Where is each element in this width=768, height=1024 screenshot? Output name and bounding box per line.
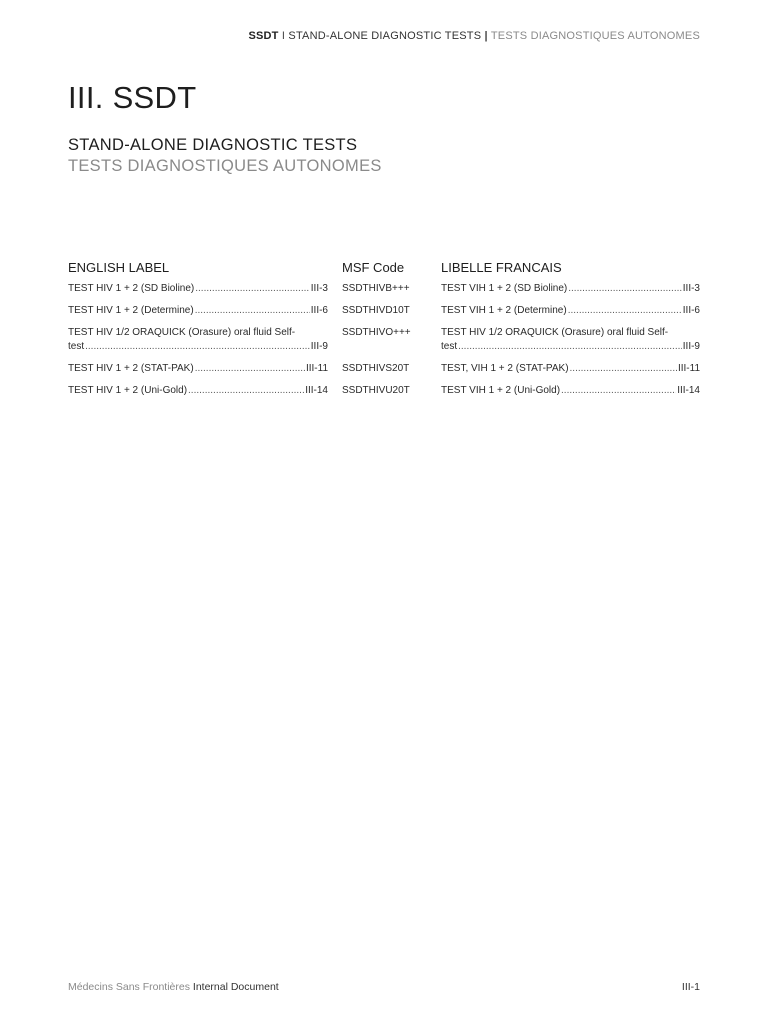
entry-label-line1: TEST HIV 1/2 ORAQUICK (Orasure) oral fluid Self- — [441, 327, 669, 338]
leader-dots — [195, 362, 305, 376]
chapter-subtitle-fr: TESTS DIAGNOSTIQUES AUTONOMES — [68, 157, 382, 175]
table-row — [68, 384, 700, 398]
entry-english[interactable] — [68, 282, 328, 296]
entry-french[interactable] — [441, 362, 700, 376]
header-code: SSDT — [248, 30, 279, 42]
entry-msf-code: SSDTHIVS20T — [342, 362, 410, 374]
entry-msf-code: SSDTHIVU20T — [342, 384, 410, 396]
entry-label: TEST HIV 1 + 2 (STAT-PAK) — [68, 362, 194, 374]
header-title-fr: TESTS DIAGNOSTIQUES AUTONOMES — [490, 30, 700, 42]
entry-english[interactable] — [68, 362, 328, 376]
entry-page: III-6 — [310, 305, 328, 316]
entry-msf-code: SSDTHIVB+++ — [342, 283, 410, 294]
leader-dots — [195, 304, 310, 318]
leader-dots — [570, 362, 677, 376]
entry-english[interactable] — [68, 384, 328, 398]
leader-dots — [188, 384, 304, 398]
entry-french[interactable] — [441, 384, 700, 398]
leader-dots — [561, 384, 676, 398]
entry-page: III-9 — [682, 340, 700, 352]
chapter-subtitle-en: STAND-ALONE DIAGNOSTIC TESTS — [68, 136, 358, 154]
leader-dots — [568, 282, 682, 296]
entry-label: TEST VIH 1 + 2 (Determine) — [441, 305, 567, 316]
entry-page: III-14 — [305, 384, 328, 396]
table-row — [68, 304, 700, 318]
entry-page: III-9 — [310, 340, 328, 352]
entry-label-line2: test — [68, 340, 85, 352]
footer-organization — [68, 981, 279, 993]
entry-label: TEST VIH 1 + 2 (SD Bioline) — [441, 283, 568, 294]
header-separator: | — [484, 30, 488, 42]
table-row — [68, 326, 700, 353]
header-title-en: STAND-ALONE DIAGNOSTIC TESTS — [288, 30, 482, 42]
leader-dots — [458, 340, 682, 354]
entry-label: TEST HIV 1 + 2 (Determine) — [68, 305, 194, 316]
entry-english[interactable] — [68, 326, 328, 353]
running-header — [248, 30, 700, 42]
entry-label: TEST, VIH 1 + 2 (STAT-PAK) — [441, 362, 569, 374]
entry-english[interactable] — [68, 304, 328, 318]
entry-page: III-11 — [305, 362, 328, 374]
entry-french[interactable] — [441, 282, 700, 296]
footer-page-number: III-1 — [681, 981, 700, 993]
leader-dots — [85, 340, 310, 354]
leader-dots — [568, 304, 682, 318]
footer-org-name: Médecins Sans Frontières — [68, 981, 190, 993]
entry-msf-code: SSDTHIVD10T — [342, 305, 410, 316]
header-msf-code: MSF Code — [342, 260, 405, 275]
contents-table — [68, 260, 700, 406]
header-english-label: ENGLISH LABEL — [68, 260, 170, 275]
entry-page: III-11 — [677, 362, 700, 374]
header-libelle-francais: LIBELLE FRANCAIS — [441, 260, 562, 275]
entry-page: III-14 — [677, 384, 700, 396]
entry-label-line2: test — [441, 340, 458, 352]
entry-label: TEST HIV 1 + 2 (SD Bioline) — [68, 283, 195, 294]
contents-table-header — [68, 260, 700, 282]
header-separator: I — [281, 30, 286, 42]
entry-label: TEST HIV 1 + 2 (Uni-Gold) — [68, 384, 188, 396]
entry-french[interactable] — [441, 304, 700, 318]
footer-doc-type: Internal Document — [192, 981, 279, 993]
table-row — [68, 362, 700, 376]
entry-label-line1: TEST HIV 1/2 ORAQUICK (Orasure) oral fluid Self- — [68, 327, 296, 338]
entry-page: III-6 — [682, 305, 700, 316]
entry-page: III-3 — [310, 283, 328, 294]
entry-page: III-3 — [682, 283, 700, 294]
table-row — [68, 282, 700, 296]
entry-label: TEST VIH 1 + 2 (Uni-Gold) — [441, 384, 561, 396]
entry-msf-code: SSDTHIVO+++ — [342, 327, 411, 338]
leader-dots — [195, 282, 310, 296]
entry-french[interactable] — [441, 326, 700, 353]
chapter-title: III. SSDT — [68, 80, 197, 115]
